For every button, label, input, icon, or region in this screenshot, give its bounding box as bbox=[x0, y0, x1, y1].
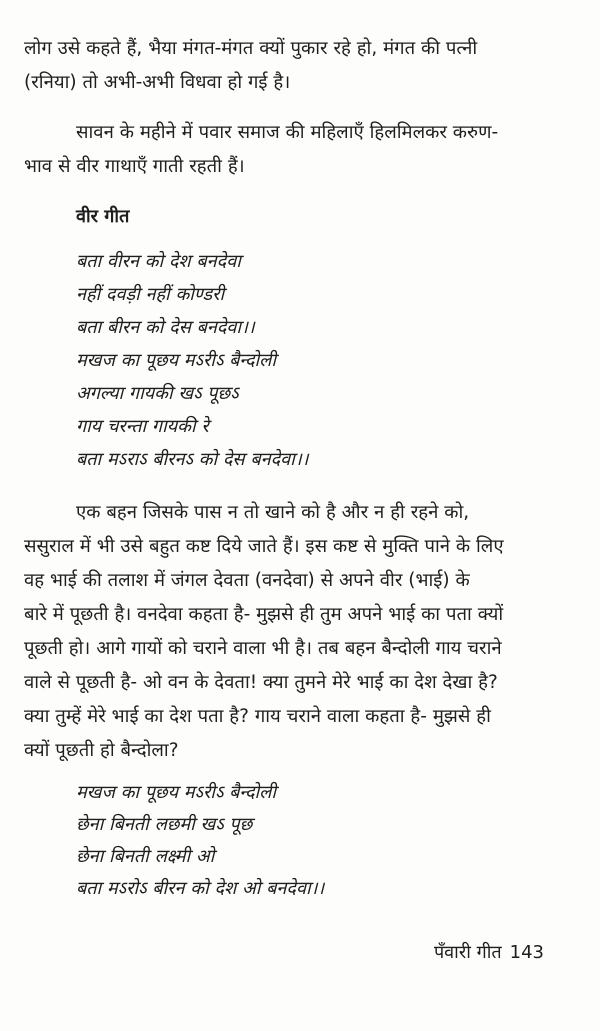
verse-2-line-1: मखज का पूछय मऽरीऽ बैन्दोली bbox=[76, 782, 277, 803]
paragraph-3-line-6: वाले से पूछती है- ओ वन के देवता! क्या तुमने मेरे भाई का देश देखा है? bbox=[24, 672, 498, 693]
verse-1-line-6: गाय चरन्ता गायकी रे bbox=[76, 416, 209, 437]
verse-2-line-4: बता मऽरोऽ बीरन को देश ओ बनदेवा।। bbox=[76, 878, 325, 899]
verse-1-line-2: नहीं दवड़ी नहीं कोण्डरी bbox=[76, 284, 225, 305]
paragraph-3-line-5: पूछती हो। आगे गायों को चराने वाला भी है। तब बहन बैन्दोली गाय चराने bbox=[24, 638, 502, 659]
verse-2-line-3: छेना बिनती लक्ष्मी ओ bbox=[76, 846, 215, 867]
paragraph-2-line-1: सावन के महीने में पवार समाज की महिलाएँ हिलमिलकर करुण- bbox=[76, 122, 499, 143]
paragraph-1-line-1: लोग उसे कहते हैं, भैया मंगत-मंगत क्यों पुकार रहे हो, मंगत की पत्नी bbox=[24, 38, 478, 59]
verse-1-line-7: बता मऽराऽ बीरनऽ को देस बनदेवा।। bbox=[76, 449, 309, 470]
paragraph-2-line-2: भाव से वीर गाथाएँ गाती रहती हैं। bbox=[24, 156, 245, 177]
footer-title: पँवारी गीत bbox=[433, 942, 502, 963]
paragraph-3-line-1: एक बहन जिसके पास न तो खाने को है और न ही रहने को, bbox=[76, 502, 470, 523]
paragraph-3-line-4: बारे में पूछती है। वनदेवा कहता है- मुझसे ही तुम अपने भाई का पता क्यों bbox=[24, 604, 504, 625]
section-heading: वीर गीत bbox=[76, 206, 130, 227]
paragraph-3-line-2: ससुराल में भी उसे बहुत कष्ट दिये जाते हैं। इस कष्ट से मुक्ति पाने के लिए bbox=[24, 536, 504, 557]
paragraph-3-line-8: क्यों पूछती हो बैन्दोला? bbox=[24, 740, 179, 761]
paragraph-3-line-3: वह भाई की तलाश में जंगल देवता (वनदेवा) से अपने वीर (भाई) के bbox=[24, 570, 470, 591]
verse-2-line-2: छेना बिनती लछमी खऽ पूछ bbox=[76, 814, 253, 835]
verse-1-line-1: बता वीरन को देश बनदेवा bbox=[76, 251, 241, 272]
verse-1-line-5: अगल्या गायकी खऽ पूछऽ bbox=[76, 383, 239, 404]
verse-1-line-3: बता बीरन को देस बनदेवा।। bbox=[76, 317, 255, 338]
page-number: 143 bbox=[509, 942, 544, 963]
paragraph-1-line-2: (रनिया) तो अभी-अभी विधवा हो गई है। bbox=[24, 72, 291, 93]
verse-1-line-4: मखज का पूछय मऽरीऽ बैन्दोली bbox=[76, 350, 277, 371]
paragraph-3-line-7: क्या तुम्हें मेरे भाई का देश पता है? गाय चराने वाला कहता है- मुझसे ही bbox=[24, 706, 491, 727]
page-footer bbox=[434, 940, 544, 964]
